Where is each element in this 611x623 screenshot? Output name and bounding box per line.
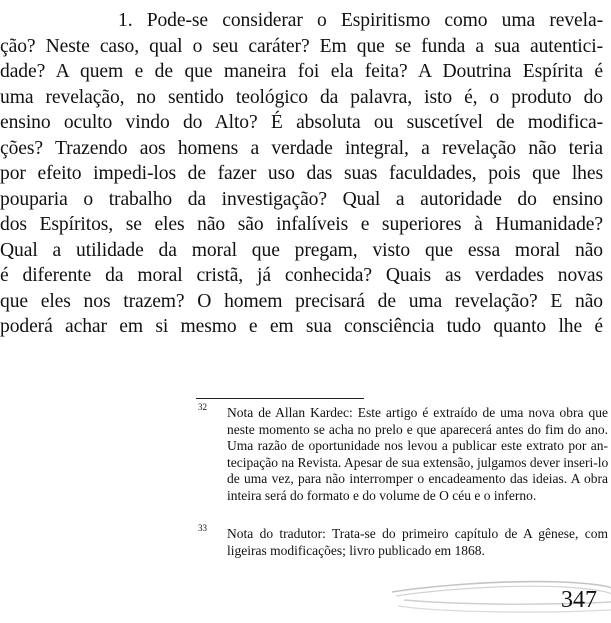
footnote-mark: 32 [198,402,207,412]
footnote-mark: 33 [198,523,207,533]
footnote-line: de uma vez, para não interromper o encadeamento das ideias. A obra [227,471,608,487]
text-line: dos Espíritos, se eles não são infalíveis e superiores à Humanidade? [0,214,603,235]
text-line: que eles nos trazem? O homem precisará de uma revelação? E não [0,290,603,312]
footnote-line: inteira será do formato e do volume de O céu e o inferno. [227,487,537,503]
text-line: ção? Neste caso, qual o seu caráter? Em que se funda a sua autentici- [0,35,603,57]
text-line: por efeito impedi-los de fazer uso das suas faculdades, pois que lhes [0,163,603,184]
text-line: poderá achar em si mesmo e em sua consciência tudo quanto lhe é [0,316,603,337]
text-line: ções? Trazendo aos homens a verdade integral, a revelação não teria [0,137,603,159]
text-line: ensino oculto vindo do Alto? É absoluta ou suscetível de modifica- [0,112,603,133]
text-line: uma revelação, no sentido teológico da palavra, isto é, o produto do [0,86,603,108]
footnote-line: Nota de Allan Kardec: Este artigo é extraído de uma nova obra que [227,405,608,420]
page-number: 347 [561,587,597,613]
text-line: Qual a utilidade da moral que pregam, visto que essa moral não [0,239,603,261]
footnote-line: neste momento se acha no prelo e que aparecerá antes do fim do ano. [227,421,608,437]
footnote-32 [196,402,609,505]
text-line: 1. Pode-se considerar o Espiritismo como uma revela- [118,10,603,31]
text-line: dade? A quem e de que maneira foi ela feita? A Doutrina Espírita é [0,61,603,82]
footnote-rule [196,398,364,399]
footnote-line: ligeiras modificações; livro publicado em 1868. [227,542,485,558]
text-line: é diferente da moral cristã, já conhecida? Quais as verdades novas [0,265,603,286]
main-text [0,8,603,340]
footnote-line: tecipação na Revista. Apesar de sua extensão, julgamos dever inseri-lo [227,454,609,470]
footnote-33 [196,523,608,559]
text-line: pouparia o trabalho da investigação? Qual a autoridade do ensino [0,188,603,210]
footnote-line: Uma razão de oportunidade nos levou a publicar este extrato por an- [227,438,608,454]
footnote-line: Nota do tradutor: Trata-se do primeiro capítulo de A gênese, com [227,526,608,541]
